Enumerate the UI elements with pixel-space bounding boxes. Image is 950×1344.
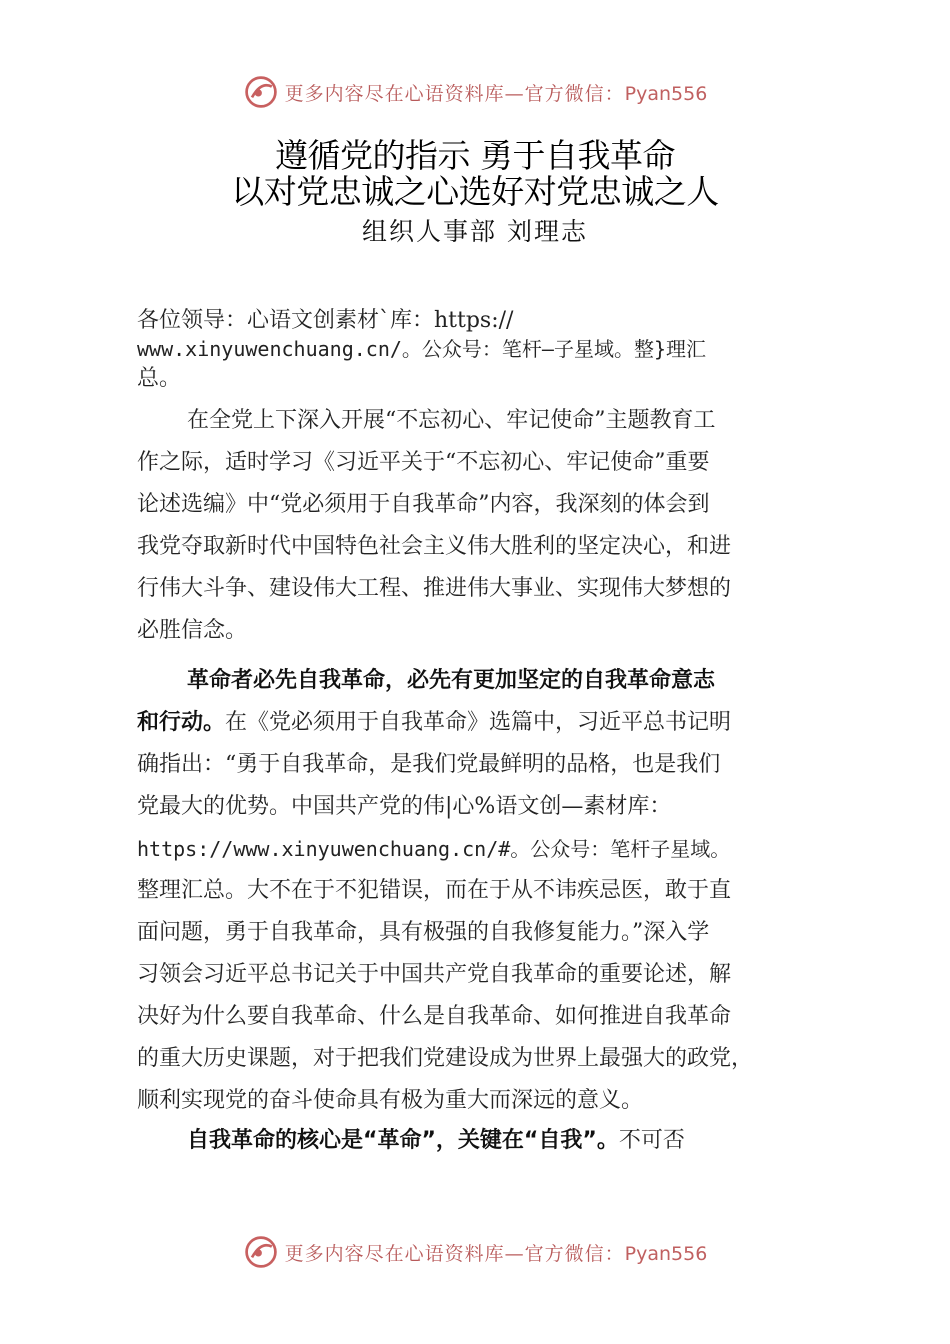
banner-wechat-id: Pyan556	[624, 1242, 708, 1265]
paragraph-line: 作之际，适时学习《习近平关于“不忘初心、牢记使命”重要	[137, 450, 710, 475]
paragraph-line: 顺利实现党的奋斗使命具有极为重大而深远的意义。	[137, 1088, 644, 1113]
paragraph-1	[137, 400, 817, 652]
brand-logo-icon	[243, 74, 279, 110]
paragraph-3	[137, 1120, 817, 1162]
footer-watermark-banner	[0, 1230, 950, 1274]
paragraph-line: https://www.xinyuwenchuang.cn/#。公众号：笔杆子星域。	[137, 837, 731, 861]
paragraph-line: 党最大的优势。中国共产党的伟|心%语文创—素材库：	[137, 794, 672, 819]
header-watermark-banner	[0, 70, 950, 114]
author-line: 组织人事部 刘理志	[362, 217, 588, 246]
paragraph-line: 自我革命的核心是“革命”，关键在“自我”。不可否	[187, 1128, 685, 1153]
paragraph-line: 整理汇总。大不在于不犯错误，而在于从不讳疾忌医，敢于直	[137, 878, 732, 903]
greeting-line: 总。	[137, 366, 182, 391]
paragraph-line: 在全党上下深入开展“不忘初心、牢记使命”主题教育工	[187, 408, 716, 433]
paragraph-line: 面问题，勇于自我革命，具有极强的自我修复能力。”深入学	[137, 920, 710, 945]
paragraph-line: 决好为什么要自我革命、什么是自我革命、如何推进自我革命	[137, 1004, 732, 1029]
paragraph-line: 的重大历史课题，对于把我们党建设成为世界上最强大的政党，	[137, 1046, 754, 1071]
paragraph-line: 论述选编》中“党必须用于自我革命”内容，我深刻的体会到	[137, 492, 710, 517]
paragraph-heading-bold: 革命者必先自我革命，必先有更加坚定的自我革命意志	[187, 668, 716, 693]
banner-wechat-id: Pyan556	[624, 82, 708, 105]
paragraph-line: 行伟大斗争、建设伟大工程、推进伟大事业、实现伟大梦想的	[137, 576, 732, 601]
banner-text: 更多内容尽在心语资料库—官方微信：Pyan556	[284, 1242, 708, 1265]
banner-text: 更多内容尽在心语资料库—官方微信：Pyan556	[284, 82, 708, 105]
greeting-line: 各位领导：心语文创素材`库：https://	[137, 308, 514, 333]
paragraph-line: 我党夺取新时代中国特色社会主义伟大胜利的坚定决心，和进	[137, 534, 732, 559]
paragraph-line: 和行动。在《党必须用于自我革命》选篇中，习近平总书记明	[137, 710, 732, 735]
brand-logo-icon	[243, 1234, 279, 1270]
paragraph-line: 习领会习近平总书记关于中国共产党自我革命的重要论述，解	[137, 962, 732, 987]
greeting-line: www.xinyuwenchuang.cn/。公众号：笔杆—子星域。整}理汇	[137, 337, 706, 361]
paragraph-line: 确指出：“勇于自我革命，是我们党最鲜明的品格，也是我们	[137, 752, 721, 777]
paragraph-line: 必胜信念。	[137, 618, 248, 643]
greeting-paragraph	[137, 306, 817, 393]
document-title-line2: 以对党忠诚之心选好对党忠诚之人	[231, 172, 719, 211]
paragraph-2	[137, 660, 817, 1122]
document-title-line1: 遵循党的指示 勇于自我革命	[275, 136, 675, 175]
